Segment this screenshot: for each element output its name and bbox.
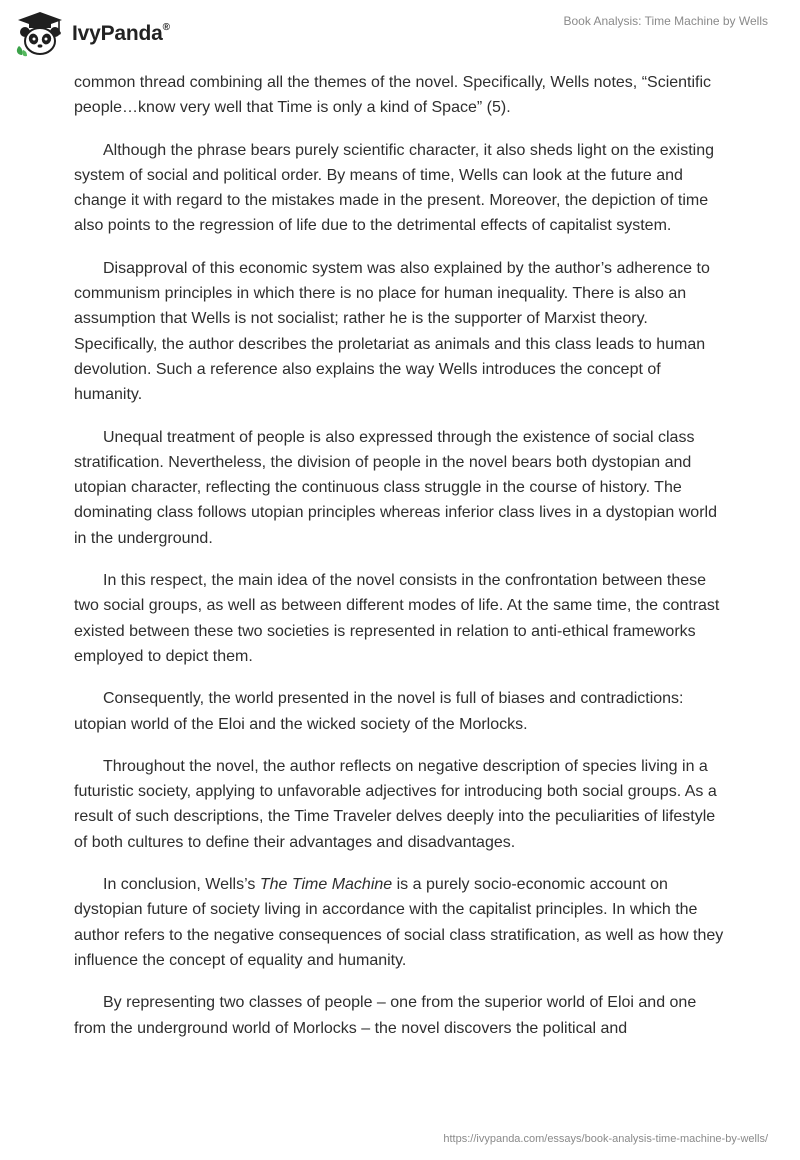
paragraph: Disapproval of this economic system was also explained by the author’s adherence to communism principles in which there is no place for human inequality. There is also an assumption that Wells is not socialist; rather he is the supporter of Marxist theory. Specifically, the author describes the proletariat as animals and this class leads to human devolution. Such a reference also explains the way Wells introduces the concept of humanity. bbox=[74, 259, 710, 404]
source-url[interactable]: https://ivypanda.com/essays/book-analysis-time-machine-by-wells/ bbox=[443, 1133, 768, 1145]
paragraph: Consequently, the world presented in the novel is full of biases and contradictions: utopian world of the Eloi and the wicked society of the Morlocks. bbox=[74, 690, 684, 733]
panda-graduate-icon bbox=[14, 10, 66, 58]
paragraph-text: is a purely socio-economic account on dystopian future of society living in accordance with the capitalist principles. In which the author refers to the negative consequences of social class stratification, as well as how they influence the concept of equality and humanity. bbox=[74, 876, 724, 969]
brand-name: IvyPanda® bbox=[72, 22, 170, 45]
paragraph: Unequal treatment of people is also expressed through the existence of social class stratification. Nevertheless, the division of people in the novel bears both dystopian and utopian character, reflecting the continuous class struggle in the course of history. The dominating class follows utopian principles whereas inferior class lives in a dystopian world in the underground. bbox=[74, 428, 717, 547]
paragraph: common thread combining all the themes of the novel. Specifically, Wells notes, “Scientific people…know very well that Time is only a kind of Space” (5). bbox=[74, 74, 712, 117]
paragraph: Although the phrase bears purely scientific character, it also sheds light on the existing system of social and political order. By means of time, Wells can look at the future and change it with regard to the mistakes made in the present. Moreover, the depiction of time also points to the regression of life due to the detrimental effects of capitalist system. bbox=[74, 141, 715, 235]
page-header bbox=[0, 0, 800, 70]
brand-logo[interactable] bbox=[14, 10, 170, 58]
book-title: The Time Machine bbox=[259, 876, 393, 894]
paragraph: Throughout the novel, the author reflects on negative description of species living in a futuristic society, applying to unfavorable adjectives for introducing both social groups. As a result of such descriptions, the Time Traveler delves deeply into the peculiarities of lifestyle of both cultures to define their advantages and disadvantages. bbox=[74, 757, 717, 851]
paragraph-conclusion bbox=[74, 872, 728, 973]
registered-mark: ® bbox=[162, 22, 170, 33]
paragraph: In this respect, the main idea of the novel consists in the confrontation between these two social groups, as well as between different modes of life. At the same time, the contrast existed between these two societies is represented in relation to anti-ethical frameworks employed to depict them. bbox=[74, 572, 720, 665]
essay-body bbox=[74, 70, 728, 1058]
paragraph: By representing two classes of people – one from the superior world of Eloi and one from the underground world of Morlocks – the novel discovers the political and bbox=[74, 994, 697, 1037]
paragraph-text: In conclusion, Wells’s bbox=[103, 876, 260, 894]
document-title: Book Analysis: Time Machine by Wells bbox=[563, 14, 768, 28]
